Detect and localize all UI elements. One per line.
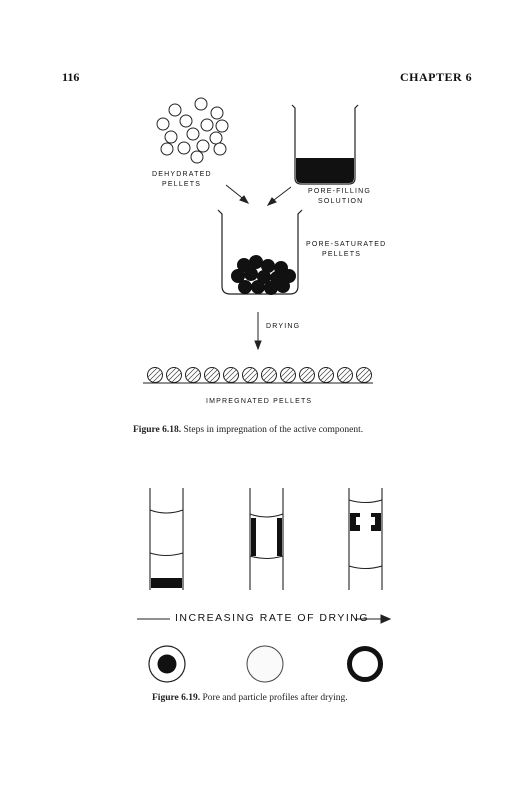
increasing-rate-label: INCREASING RATE OF DRYING <box>175 612 370 624</box>
chapter-heading: CHAPTER 6 <box>400 70 473 84</box>
pore-filling-label-line2: SOLUTION <box>318 198 364 205</box>
particle-profile-medium <box>247 646 283 682</box>
pore-filling-label-line1: PORE-FILLING <box>308 188 372 195</box>
figure-6-19-number: Figure 6.19. <box>152 693 201 703</box>
impregnated-pellets-label: IMPREGNATED PELLETS <box>206 398 313 405</box>
dehydrated-label-line2: PELLETS <box>162 181 202 188</box>
pore-tube-fast <box>349 488 382 590</box>
particle-profile-fast <box>350 649 381 680</box>
pore-saturated-label-line2: PELLETS <box>322 251 362 258</box>
page-number: 116 <box>62 70 80 84</box>
figure-6-18-caption-text: Steps in impregnation of the active component. <box>183 425 364 435</box>
figure-6-19-caption-text: Pore and particle profiles after drying. <box>202 693 348 703</box>
pore-tube-medium <box>250 488 283 590</box>
pore-saturated-label-line1: PORE-SATURATED <box>306 241 387 248</box>
pore-tube-slow <box>150 488 183 590</box>
dehydrated-label-line1: DEHYDRATED <box>152 171 212 178</box>
figure-6-19-caption <box>152 693 348 703</box>
particle-profile-slow <box>149 646 185 682</box>
figure-6-18-number: Figure 6.18. <box>133 425 182 435</box>
drying-label: DRYING <box>266 323 301 330</box>
